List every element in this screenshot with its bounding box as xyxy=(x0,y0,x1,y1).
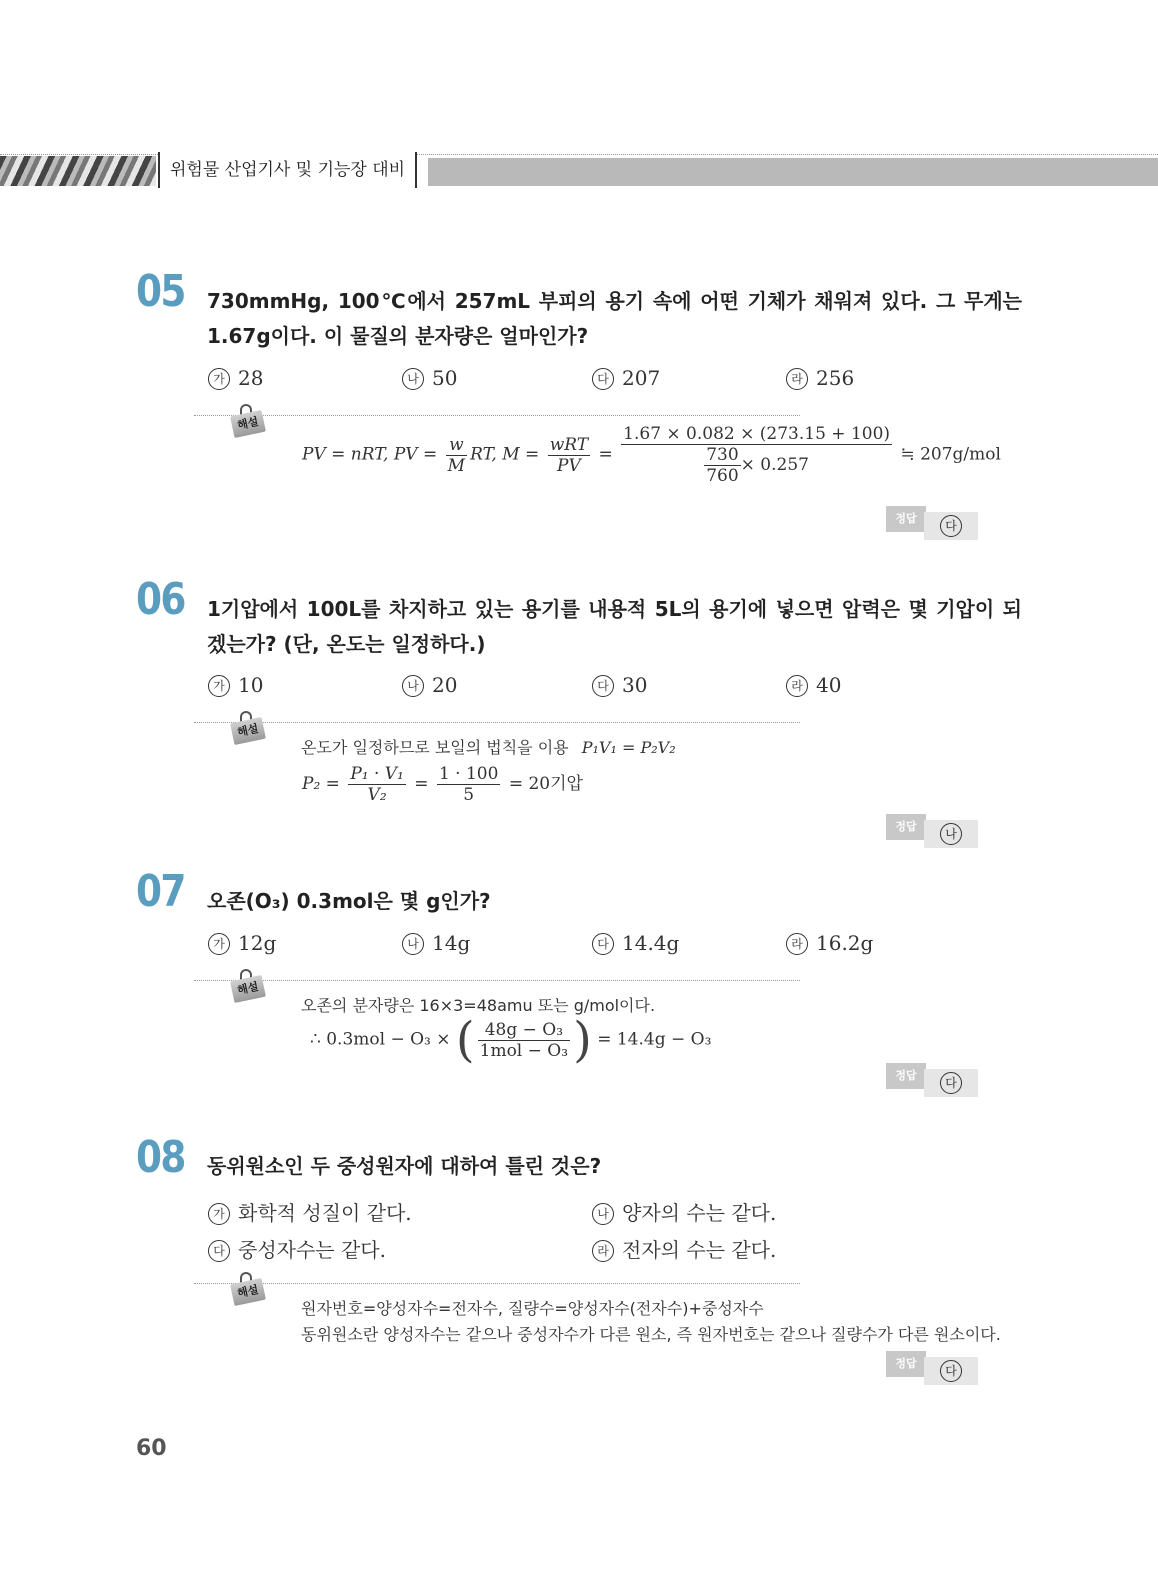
q08-explanation-line1: 원자번호=양성자수=전자수, 질량수=양성자수(전자수)+중성자수 xyxy=(301,1299,764,1318)
q07-explanation: 오존의 분자량은 16×3=48amu 또는 g/mol이다. xyxy=(301,996,656,1015)
q08-answer: 정답 다 xyxy=(886,1357,978,1385)
q06-option-a: 가 10 xyxy=(208,673,263,697)
question-number-06: 06 xyxy=(136,574,185,625)
q07-option-b: 나 14g xyxy=(402,931,470,955)
q07-explanation-badge: 해설 xyxy=(232,969,270,1009)
running-header xyxy=(0,148,1158,194)
q05-answer: 정답 다 xyxy=(886,512,978,540)
q05-option-c: 다 207 xyxy=(592,366,660,390)
q05-explanation-badge: 해설 xyxy=(232,404,270,444)
question-06-text: 1기압에서 100L를 차지하고 있는 용기를 내용적 5L의 용기에 넣으면 압력은 몇 기압이 되겠는가? (단, 온도는 일정하다.) xyxy=(207,597,1022,656)
q05-option-a: 가 28 xyxy=(208,366,263,390)
q07-separator xyxy=(194,980,800,981)
header-title: 위험물 산업기사 및 기능장 대비 xyxy=(158,152,417,188)
q07-option-a: 가 12g xyxy=(208,931,276,955)
q08-option-a: 가 화학적 성질이 같다. xyxy=(208,1197,412,1226)
q05-option-b: 나 50 xyxy=(402,366,457,390)
header-gray-bar xyxy=(428,158,1158,186)
q08-separator xyxy=(194,1283,800,1284)
q06-option-b: 나 20 xyxy=(402,673,457,697)
question-number-08: 08 xyxy=(136,1132,185,1183)
q08-option-c: 다 중성자수는 같다. xyxy=(208,1234,386,1263)
question-07-text: 오존(O₃) 0.3mol은 몇 g인가? xyxy=(207,889,491,913)
q06-explanation-badge: 해설 xyxy=(232,711,270,751)
q05-formula: PV = nRT, PV = $\frac{w}{M}$ RT, M = $\frac{\text{wRT}}{PV}$ = 1.67 × 0.082 × (273.15 + 100) $\frac{730}{760}$ × 0.257 ≒ 207g/mol xyxy=(302,424,1001,486)
q08-option-b: 나 양자의 수는 같다. xyxy=(592,1197,776,1226)
page-number: 60 xyxy=(136,1436,167,1461)
q06-option-d: 라 40 xyxy=(786,673,841,697)
q07-option-c: 다 14.4g xyxy=(592,931,679,955)
q07-answer: 정답 다 xyxy=(886,1069,978,1097)
question-number-07: 07 xyxy=(136,866,185,917)
q06-separator xyxy=(194,722,800,723)
q05-option-d: 라 256 xyxy=(786,366,854,390)
q08-explanation-badge: 해설 xyxy=(232,1272,270,1312)
q07-calculation: ∴ 0.3mol − O₃ × ( $\frac{\text{48g − O₃}}{\text{1mol − O₃}}$ ) = 14.4g − O₃ xyxy=(310,1012,712,1068)
q08-explanation-line2: 동위원소란 양성자수는 같으나 중성자수가 다른 원소, 즉 원자번호는 같으나 질량수가 다른 원소이다. xyxy=(301,1325,1001,1344)
header-decorative-pattern xyxy=(0,156,156,186)
q08-option-d: 라 전자의 수는 같다. xyxy=(592,1234,776,1263)
q05-separator xyxy=(194,415,800,416)
q06-option-c: 다 30 xyxy=(592,673,647,697)
question-05-text: 730mmHg, 100℃에서 257mL 부피의 용기 속에 어떤 기체가 채워져 있다. 그 무게는 1.67g이다. 이 물질의 분자량은 얼마인가? xyxy=(207,289,1022,348)
q07-option-d: 라 16.2g xyxy=(786,931,873,955)
q06-explanation: 온도가 일정하므로 보일의 법칙을 이용 P₁V₁ = P₂V₂ xyxy=(301,738,676,757)
q06-answer: 정답 나 xyxy=(886,820,978,848)
q06-calculation: P₂ = $\frac{\text{P₁ · V₁}}{\text{V₂}}$ = $\frac{1 \cdot 100}{5}$ = 20기압 xyxy=(302,764,583,805)
question-08-text: 동위원소인 두 중성원자에 대하여 틀린 것은? xyxy=(207,1154,602,1178)
question-number-05: 05 xyxy=(136,266,185,317)
